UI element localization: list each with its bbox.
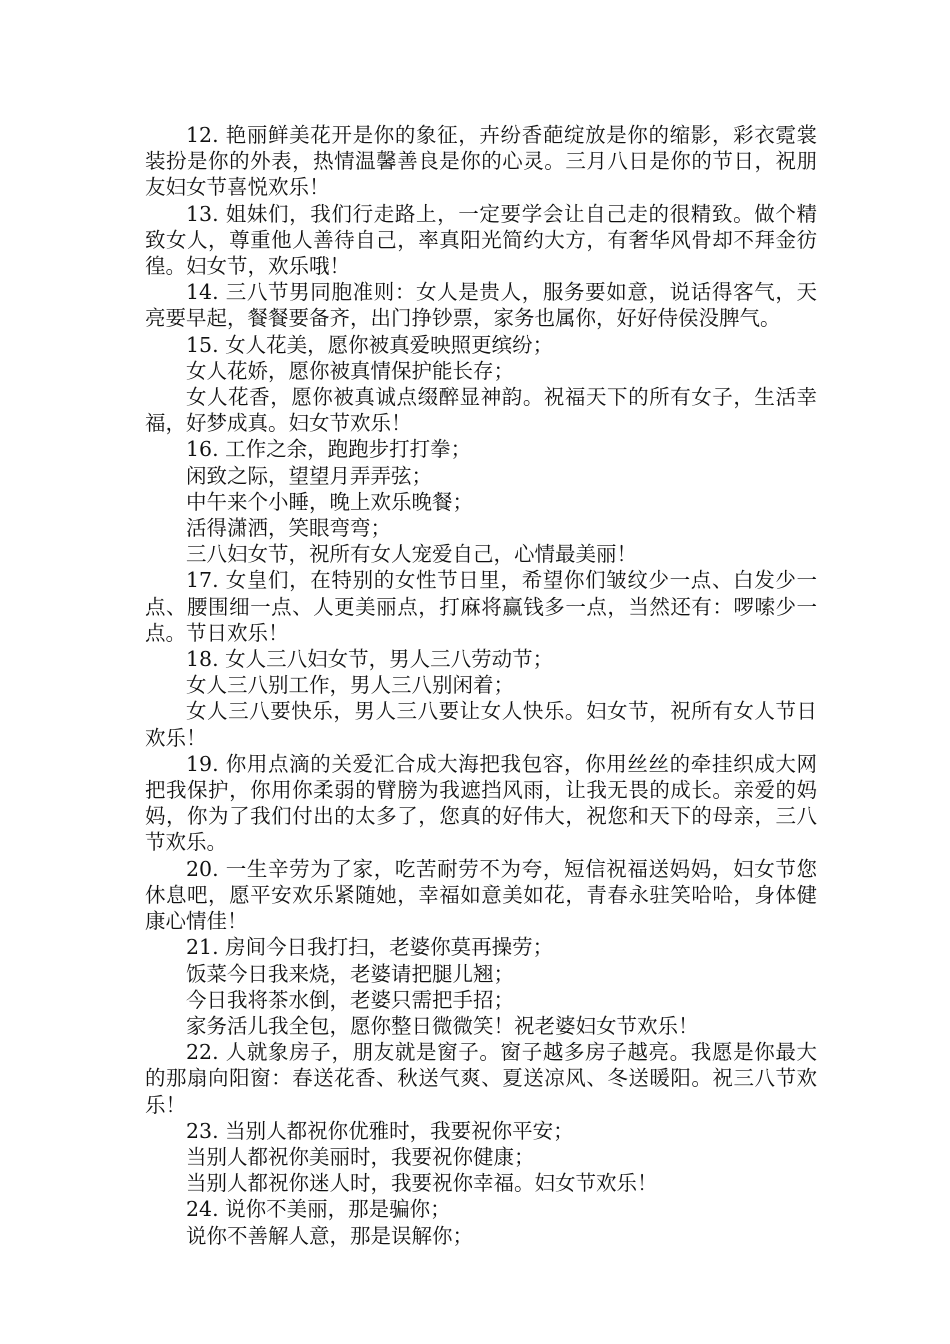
- paragraph-18-line-2: 女人三八别工作，男人三八别闲着；: [186, 673, 514, 698]
- paragraph-23-line-1: 23. 当别人都祝你优雅时，我要祝你平安；: [186, 1118, 574, 1143]
- paragraph-16-line-5: 三八妇女节，祝所有女人宠爱自己，心情最美丽！: [186, 542, 637, 567]
- paragraph-20: 20. 一生辛劳为了家，吃苦耐劳不为夸，短信祝福送妈妈，妇女节您休息吧，愿平安欢乐紧随她，幸福如意美如花，青春永驻笑哈哈，身体健康心情佳！: [145, 856, 817, 934]
- paragraph-21-line-3: 今日我将茶水倒，老婆只需把手招；: [186, 987, 514, 1012]
- paragraph-16-line-1: 16. 工作之余，跑跑步打打拳；: [186, 437, 472, 462]
- paragraph-15-line-1: 15. 女人花美，愿你被真爱映照更缤纷；: [186, 332, 554, 357]
- paragraph-24-line-2: 说你不善解人意，那是误解你；: [186, 1223, 473, 1248]
- paragraph-21-line-4: 家务活儿我全包，愿你整日微微笑！祝老婆妇女节欢乐！: [186, 1013, 699, 1038]
- paragraph-15-line-3: 女人花香，愿你被真诚点缀醉显神韵。祝福天下的所有女子，生活幸福，好梦成真。妇女节欢乐！: [145, 385, 817, 436]
- paragraph-24-line-1: 24. 说你不美丽，那是骗你；: [186, 1197, 451, 1222]
- document-body: [145, 122, 817, 1249]
- paragraph-12: 12. 艳丽鲜美花开是你的象征，卉纷香葩绽放是你的缩影，彩衣霓裳装扮是你的外表，热情温馨善良是你的心灵。三月八日是你的节日，祝朋友妇女节喜悦欢乐！: [145, 123, 817, 200]
- paragraph-13: 13. 姐妹们，我们行走路上，一定要学会让自己走的很精致。做个精致女人，尊重他人善待自己，率真阳光简约大方，有奢华风骨却不拜金彷徨。妇女节，欢乐哦！: [145, 201, 817, 279]
- paragraph-16-line-2: 闲致之际，望望月弄弄弦；: [186, 463, 432, 488]
- paragraph-18-line-3: 女人三八要快乐，男人三八要让女人快乐。妇女节，祝所有女人节日欢乐！: [145, 699, 817, 750]
- paragraph-21-line-2: 饭菜今日我来烧，老婆请把腿儿翘；: [186, 961, 514, 986]
- paragraph-17: 17. 女皇们，在特别的女性节日里，希望你们皱纹少一点、白发少一点、腰围细一点、人更美丽点，打麻将赢钱多一点，当然还有：啰嗦少一点。节日欢乐！: [145, 568, 817, 645]
- paragraph-18-line-1: 18. 女人三八妇女节，男人三八劳动节；: [186, 647, 554, 672]
- paragraph-15-line-2: 女人花娇，愿你被真情保护能长存；: [186, 358, 514, 383]
- paragraph-23-line-2: 当别人都祝你美丽时，我要祝你健康；: [186, 1144, 535, 1169]
- paragraph-14: 14. 三八节男同胞准则：女人是贵人，服务要如意，说话得客气，天亮要早起，餐餐要备齐，出门挣钞票，家务也属你，好好侍侯没脾气。: [145, 280, 817, 331]
- paragraph-22: 22. 人就象房子，朋友就是窗子。窗子越多房子越亮。我愿是你最大的那扇向阳窗：春送花香、秋送气爽、夏送凉风、冬送暖阳。祝三八节欢乐！: [145, 1040, 817, 1117]
- paragraph-16-line-3: 中午来个小睡，晚上欢乐晚餐；: [186, 489, 473, 514]
- paragraph-16-line-4: 活得潇洒，笑眼弯弯；: [186, 516, 391, 541]
- paragraph-21-line-1: 21. 房间今日我打扫，老婆你莫再操劳；: [186, 935, 554, 960]
- paragraph-23-line-3: 当别人都祝你迷人时，我要祝你幸福。妇女节欢乐！: [186, 1171, 658, 1196]
- paragraph-19: 19. 你用点滴的关爱汇合成大海把我包容，你用丝丝的牵挂织成大网把我保护，你用你柔弱的臂膀为我遮挡风雨，让我无畏的成长。亲爱的妈妈，你为了我们付出的太多了，您真的好伟大，祝您和天下的母亲，三八节欢乐。: [145, 751, 817, 855]
